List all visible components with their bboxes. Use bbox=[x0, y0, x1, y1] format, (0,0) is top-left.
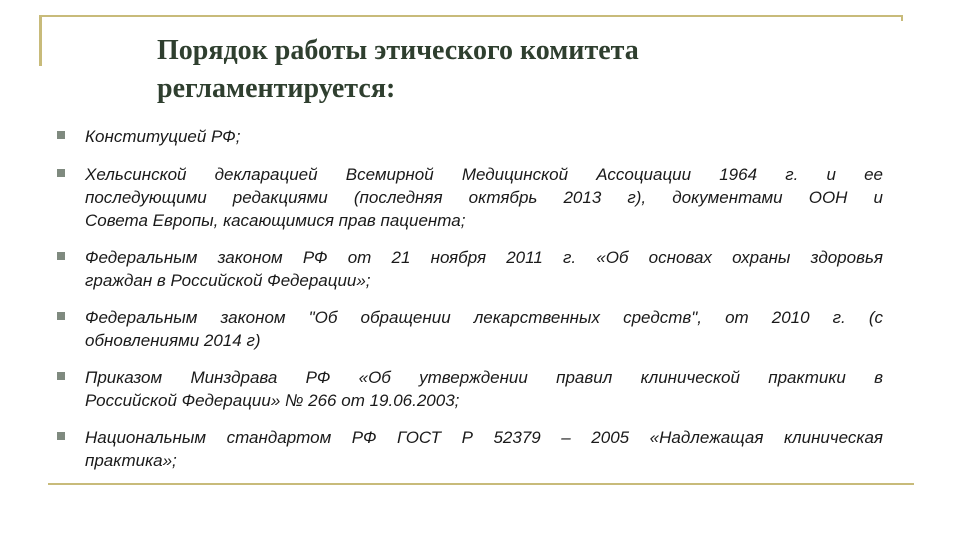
bullet-square-icon bbox=[57, 169, 65, 177]
bullet-square-icon bbox=[57, 432, 65, 440]
list-item-text bbox=[85, 306, 883, 352]
list-item-line: Федеральным законом "Об обращении лекарственных средств", от 2010 г. (с bbox=[85, 308, 883, 327]
bullet-square-icon bbox=[57, 312, 65, 320]
list-item-line: практика»; bbox=[85, 451, 177, 470]
list-item-line: Конституцией РФ; bbox=[85, 127, 241, 146]
list-item-text bbox=[85, 426, 883, 472]
list-item-text bbox=[85, 125, 883, 148]
list-item-line: обновлениями 2014 г) bbox=[85, 331, 261, 350]
list-item-line: Российской Федерации» № 266 от 19.06.2003; bbox=[85, 391, 460, 410]
list-item-line: последующими редакциями (последняя октябрь 2013 г), документами ООН и bbox=[85, 188, 883, 207]
bullet-square-icon bbox=[57, 372, 65, 380]
list-item-line: граждан в Российской Федерации»; bbox=[85, 271, 371, 290]
list-item-line: Федеральным законом РФ от 21 ноября 2011 г. «Об основах охраны здоровья bbox=[85, 248, 883, 267]
bullet-square-icon bbox=[57, 131, 65, 139]
frame-bottom-line bbox=[48, 483, 914, 485]
list-item-text bbox=[85, 366, 883, 412]
frame-left-line bbox=[39, 15, 42, 66]
slide-title bbox=[157, 32, 857, 108]
list-item-text bbox=[85, 163, 883, 232]
list-item-line: Хельсинской декларацией Всемирной Медицинской Ассоциации 1964 г. и ее bbox=[85, 165, 883, 184]
frame-top-line bbox=[39, 15, 903, 17]
slide-title-line-1: Порядок работы этического комитета bbox=[157, 35, 639, 66]
frame-right-tick bbox=[901, 15, 903, 21]
list-item-line: Приказом Минздрава РФ «Об утверждении правил клинической практики в bbox=[85, 368, 883, 387]
list-item-line: Национальным стандартом РФ ГОСТ Р 52379 – 2005 «Надлежащая клиническая bbox=[85, 428, 883, 447]
slide-title-line-2: регламентируется: bbox=[157, 73, 396, 104]
list-item-line: Совета Европы, касающимися прав пациента; bbox=[85, 211, 466, 230]
list-item-text bbox=[85, 246, 883, 292]
bullet-square-icon bbox=[57, 252, 65, 260]
